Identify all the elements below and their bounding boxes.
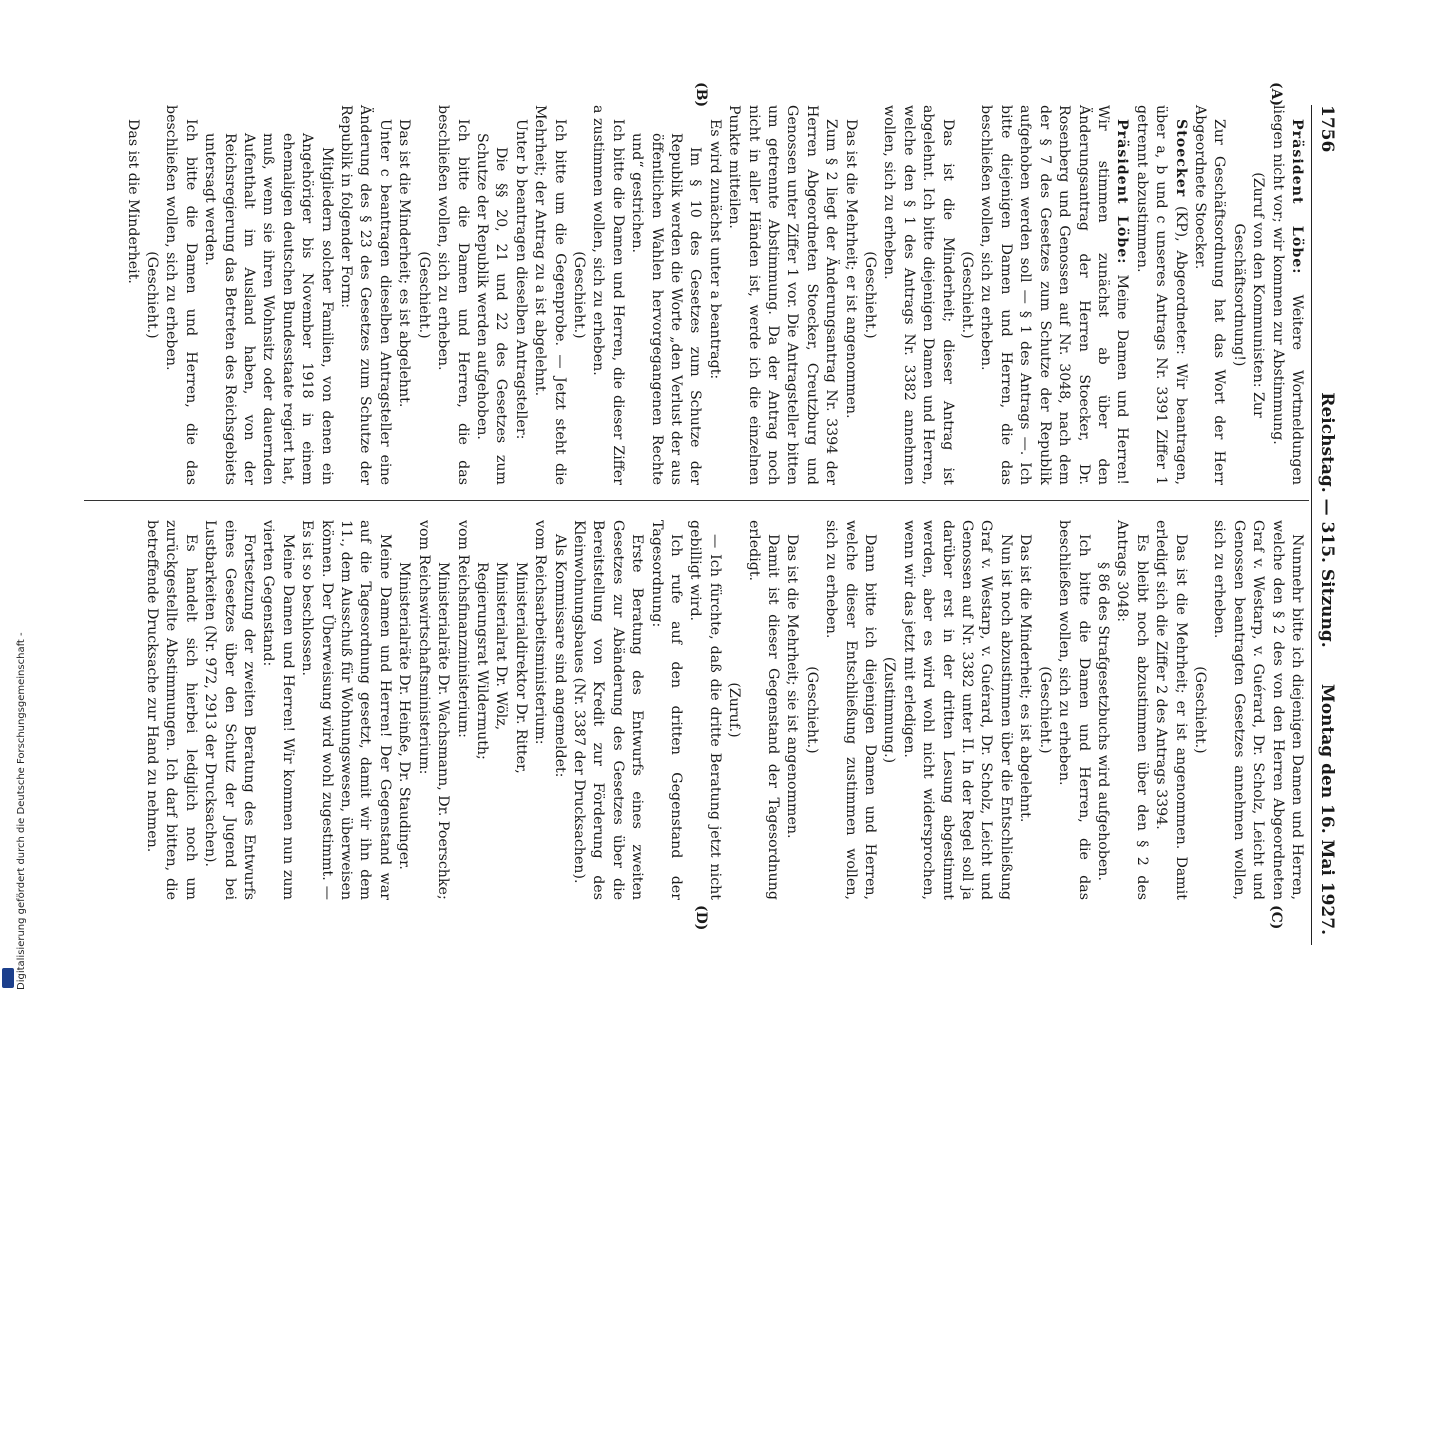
paragraph-text: Dann bitte ich diejenigen Damen und Herren, welche dieser Entschließung zustimmen wollen, sich zu erheben. (823, 520, 879, 900)
paragraph (879, 520, 898, 900)
paragraph (510, 548, 529, 900)
digitization-credit (0, 0, 27, 1000)
paragraph (1015, 520, 1034, 900)
paragraph-text: (Zustimmung.) (881, 656, 898, 764)
paragraph (588, 105, 627, 485)
paragraph (879, 105, 957, 485)
paragraph (704, 105, 723, 485)
credit-text: Digitalisierung gefördert durch die Deutsche Forschungsgemeinschaft - (16, 632, 27, 990)
paragraph-text: Zum § 2 liegt der Änderungsantrag Nr. 3394 der Herren Abgeordneten Stoecker, Creutzburg und Genossen unter Ziffer 1 vor. Die Antragsteller bitten um getrennte Abstimmung. Da der Antrag noch nicht in aller Händen ist, werde ich die einzelnen Punkte mitteilen. (726, 105, 840, 485)
paragraph (452, 520, 471, 900)
paragraph (1228, 105, 1267, 485)
paragraph (161, 105, 200, 485)
paragraph (1151, 520, 1190, 900)
paragraph-text: Unter c beantragen dieselben Antragsteller eine Änderung des § 23 des Gesetzes zum Schutze der Republik in folgender Form: (338, 105, 393, 485)
paragraph-text: Nunmehr bitte ich diejenigen Damen und Herren, welche den § 2 des von den Herren Abgeordneten Graf v. Westarp, v. Guérard, Dr. Scholz, Leicht und Genossen beantragten Gesetzes annehmen wollen, sich zu erheben. (1211, 520, 1305, 900)
paragraph (394, 105, 413, 485)
paragraph-text: (Zuruf von den Kommunisten: Zur Geschäftsordnung!) (1230, 172, 1267, 418)
paragraph (200, 520, 258, 900)
paragraph (646, 520, 685, 900)
margin-marker-b: (B) (693, 82, 709, 108)
paragraph-text: Unter b beantragen dieselben Antragsteller: (512, 119, 529, 440)
speaker-name: Präsident Löbe: (1289, 119, 1305, 275)
paragraph (801, 520, 820, 900)
paragraph-text: Das ist die Mehrheit; er ist angenommen. Damit erledigt sich die Ziffer 2 des Antrags 3394. (1153, 520, 1189, 900)
paragraph-text: Ich bitte die Damen und Herren, die das beschließen wollen, sich zu erheben. (435, 105, 471, 485)
paragraph-text: — Ich fürchte, daß die dritte Beratung jetzt nicht gebilligt wird. (687, 520, 723, 900)
paragraph (510, 105, 529, 485)
paragraph (724, 105, 840, 485)
paragraph-text: vom Reichsfinanzministerium: (454, 520, 471, 738)
page-number: 1756 (1317, 105, 1337, 153)
paragraph-text: Ministerialrat Dr. Wölz, (493, 562, 510, 731)
paragraph (200, 133, 336, 485)
paragraph-text: Es handelt sich hierbei lediglich noch um zurückgestellte Abstimmungen. Ich darf bitten, die betreffende Drucksache zur Hand zu nehmen. (144, 520, 199, 900)
paragraph-text: Meine Damen und Herren! Wir stimmen zunächst ab über den Änderungsantrag der Herren Stoecker, Dr. Rosenberg und Genossen auf Nr. 3048, nach dem der § 7 des Gesetzes zum Schutze der Republik aufgehoben werden soll — § 1 des Antrags —. Ich bitte diejenigen Damen und Herren, die das beschließen wollen, sich zu erheben. (978, 105, 1131, 485)
paragraph-text: vom Reichsarbeitsministerium: (532, 520, 549, 745)
paragraph (860, 105, 879, 485)
paragraph (957, 105, 976, 485)
paragraph-text: Ministerialdirektor Dr. Ritter, (512, 562, 529, 774)
session-date: Montag den 16. Mai 1927. (1317, 683, 1337, 935)
paragraph (1190, 105, 1229, 485)
paragraph (685, 520, 724, 900)
paragraph-text: Ich bitte um die Gegenprobe. — Jetzt steht die Mehrheit; der Antrag zu a ist abgelehnt. (532, 105, 568, 485)
paragraph-text: Im § 10 des Gesetzes zum Schutze der Republik werden die Worte „den Verlust der aus öffentlichen Wahlen hervorgegangenen Rechte und“ gestrichen. (629, 133, 704, 485)
paragraph-text: vom Reichswirtschaftsministerium: (415, 520, 432, 775)
paragraph (1131, 105, 1189, 485)
paragraph (297, 520, 394, 900)
paragraph (413, 520, 432, 900)
paragraph (491, 548, 510, 900)
paragraph (472, 548, 491, 900)
paragraph-text: (KP), Abgeordneter: Wir beantragen, über a, b und c unseres Antrags Nr. 3391 Ziffer 1 getrennt abzustimmen. (1133, 105, 1189, 485)
paragraph (336, 105, 394, 485)
paragraph-text: Zur Geschäftsordnung hat das Wort der Herr Abgeordnete Stoecker. (1191, 105, 1228, 485)
paragraph-text: Ich bitte die Damen und Herren, die dieser Ziffer a zustimmen wollen, sich zu erheben. (590, 105, 626, 485)
paragraph-text: Als Kommissare sind angemeldet: (551, 534, 568, 778)
paragraph-text: (Geschieht.) (959, 251, 976, 339)
paragraph (472, 133, 511, 485)
paragraph-text: (Geschieht.) (415, 251, 432, 339)
paragraph (530, 520, 549, 900)
running-title: Reichstag. — 315. Sitzung. (1317, 392, 1337, 648)
dfg-logo-icon (2, 968, 14, 988)
paragraph-text: Fortsetzung der zweiten Beratung des Entwurfs eines Gesetzes über den Schutz der Jugend bei Lustbarkeiten (Nr. 972, 2913 der Drucksachen). (202, 520, 258, 900)
paragraph (724, 520, 743, 900)
paragraph (530, 105, 569, 485)
paragraph (142, 520, 200, 900)
paragraph-text: (Geschieht.) (144, 251, 161, 339)
column-rule (84, 500, 1309, 501)
paragraph-text: Ministerialräte Dr. Wachsmann, Dr. Poerschke; (435, 562, 452, 900)
paragraph (433, 105, 472, 485)
paragraph-text: Ich bitte die Damen und Herren, die das beschließen wollen, sich zu erheben. (1056, 520, 1092, 900)
paragraph (1267, 105, 1306, 485)
paragraph (394, 548, 413, 900)
paragraph (782, 520, 801, 900)
speaker-name: Präsident Löbe: (1114, 119, 1131, 265)
paragraph (898, 520, 1014, 900)
right-column (142, 520, 1306, 900)
margin-marker-a: (A) (1268, 82, 1284, 107)
speaker-name: Stoecker (1172, 119, 1189, 198)
paragraph-text: Das ist die Minderheit; es ist abgelehnt. (396, 119, 413, 408)
paragraph-text: Ich bitte die Damen und Herren, die das beschließen wollen, sich zu erheben. (163, 105, 199, 485)
paragraph (569, 520, 647, 900)
paragraph (1112, 520, 1151, 900)
left-column (122, 105, 1306, 485)
paragraph-text: Es bleibt noch abzustimmen über den § 2 des Antrags 3048: (1114, 520, 1150, 900)
paragraph-text: Das ist die Mehrheit; sie ist angenommen. (784, 534, 801, 839)
paragraph-text: Meine Damen und Herren! Wir kommen nun zum vierten Gegenstand: (260, 520, 296, 900)
paragraph-text: Weitere Wortmeldungen liegen nicht vor; wir kommen zur Abstimmung. (1269, 105, 1305, 486)
margin-marker-c: (C) (1268, 905, 1284, 930)
paragraph (743, 520, 782, 900)
paragraph (433, 548, 452, 900)
paragraph-text: Die §§ 20, 21 und 22 des Gesetzes zum Schutze der Republik werden aufgehoben. (473, 133, 510, 485)
paragraph-text: (Zuruf.) (726, 682, 743, 738)
paragraph-text: (Geschieht.) (1036, 666, 1053, 754)
paragraph (821, 520, 879, 900)
paragraph (1190, 520, 1209, 900)
paragraph-text: Damit ist dieser Gegenstand der Tagesordnung erledigt. (745, 520, 782, 900)
paragraph (142, 105, 161, 485)
margin-marker-d: (D) (693, 905, 709, 931)
paragraph-text: Das ist die Minderheit; dieser Antrag ist abgelehnt. Ich bitte diejenigen Damen und Herren, welche den § 1 des Antrags Nr. 3382 annehmen wollen, sich zu erheben. (881, 105, 956, 485)
paragraph-text: Erste Beratung des Entwurfs eines zweiten Gesetzes zur Abänderung des Gesetzes über die Bereitstellung von Kredit zur Förderung des Kleinwohnungsbaues (Nr. 3387 der Drucksachen). (570, 520, 646, 900)
paragraph (549, 520, 568, 900)
paragraph-text: Mitgliedern solcher Familien, von denen ein Angehöriger bis November 1918 in einem ehemaligen deutschen Bundesstaate regiert hat, muß, wenn sie ihren Wohnsitz oder dauernden Aufenthalt im Ausland haben, von der Reichsregierung das Betreten des Reichsgebiets untersagt werden. (202, 133, 335, 485)
paragraph (627, 133, 705, 485)
paragraph-text: Das ist die Mehrheit; er ist angenommen. (842, 119, 859, 419)
paragraph-text: (Geschieht.) (862, 251, 879, 339)
paragraph (840, 105, 859, 485)
paragraph-text: Das ist die Minderheit; es ist abgelehnt. (1017, 534, 1034, 823)
paragraph (1093, 548, 1112, 900)
paragraph (258, 520, 297, 900)
paragraph (413, 105, 432, 485)
paragraph-text: (Geschieht.) (570, 251, 587, 339)
paragraph-text: § 86 des Strafgesetzbuchs wird aufgehoben. (1094, 562, 1111, 881)
paragraph-text: Es wird zunächst unter a beantragt: (706, 119, 723, 380)
paragraph-text: (Geschieht.) (803, 666, 820, 754)
paragraph-text: Das ist die Minderheit. (124, 119, 141, 284)
running-head (1312, 105, 1342, 935)
paragraph-text: Regierungsrat Wildermuth; (473, 562, 490, 760)
paragraph-text: Ministerialräte Dr. Heinße, Dr. Staudinger. (396, 562, 413, 870)
paragraph-text: Nun ist noch abzustimmen über die Entschließung Graf v. Westarp, v. Guérard, Dr. Scholz, Leicht und Genossen auf Nr. 3382 unter II. In der Regel soll ja darüber erst in der dritten Lesung abgestimmt werden, aber es wird wohl nicht widersprochen, wenn wir das jetzt mit erledigen. (900, 520, 1014, 900)
paragraph (1209, 520, 1306, 900)
paragraph-text: Ich rufe auf den dritten Gegenstand der Tagesordnung: (648, 520, 684, 900)
header-rule (1311, 105, 1312, 945)
paragraph-text: Meine Damen und Herren! Der Gegenstand war auf die Tagesordnung gesetzt, damit wir ihn dem 11., dem Ausschuß für Wohnungswesen, überweisen können. Der Überweisung wird wohl zugestimmt. — Es ist so beschlossen. (299, 520, 393, 900)
paragraph (976, 105, 1131, 485)
paragraph (1054, 520, 1093, 900)
paragraph-text: (Geschieht.) (1191, 666, 1208, 754)
paragraph (122, 105, 141, 485)
paragraph (1034, 520, 1053, 900)
paragraph (569, 105, 588, 485)
